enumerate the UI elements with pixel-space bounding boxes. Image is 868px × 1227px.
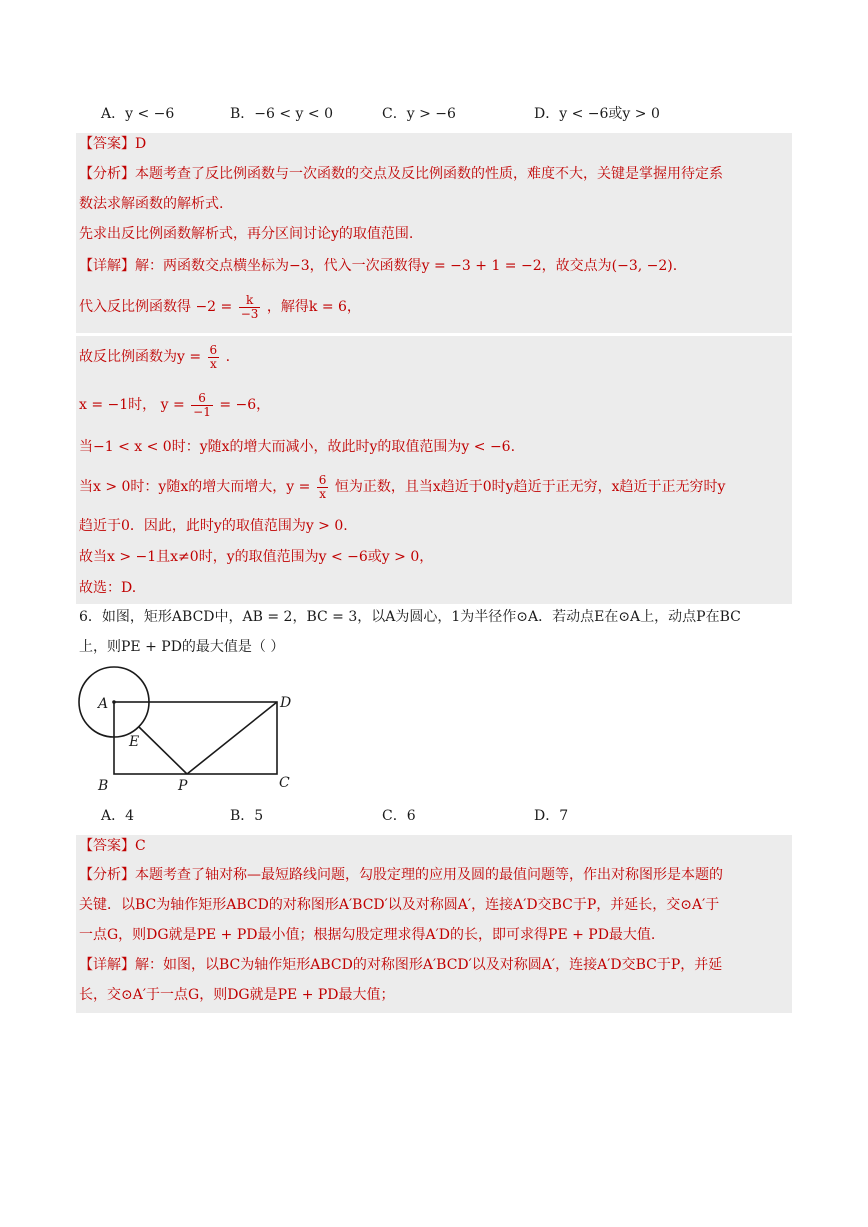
- q5-detail-3-prefix: 故反比例函数为y =: [79, 349, 202, 365]
- q6-answer: 【答案】C: [79, 838, 146, 854]
- label-b: B: [98, 778, 109, 794]
- q6-option-d: D．7: [534, 808, 569, 824]
- rectangle-circle-figure: [74, 664, 304, 796]
- q5-detail-2-suffix: ，解得k = 6，: [266, 299, 361, 315]
- fraction-denominator: −1: [193, 404, 211, 419]
- q5-answer: 【答案】D: [79, 136, 147, 152]
- q6-analysis-line-1: 【分析】本题考查了轴对称—最短路线问题，勾股定理的应用及圆的最值问题等，作出对称图形是本题的: [79, 867, 723, 883]
- segment-pe: [139, 727, 187, 774]
- q5-detail-4-prefix: x = −1时， y =: [79, 397, 185, 413]
- q6-analysis-line-2: 关键．以BC为轴作矩形ABCD的对称图形A′BCD′以及对称圆A′，连接A′D交BC于P，并延长，交⊙A′于: [79, 897, 720, 913]
- q5-analysis-line-3: 先求出反比例函数解析式，再分区间讨论y的取值范围.: [79, 226, 414, 242]
- q5-option-d: D．y < −6或y > 0: [534, 106, 660, 122]
- q5-detail-2-prefix: 代入反比例函数得 −2 =: [79, 299, 233, 315]
- q5-detail-line-8: 故当x > −1且x≠0时，y的取值范围为y < −6或y > 0，: [79, 549, 434, 565]
- fraction-denominator: x: [209, 356, 217, 371]
- label-a: A: [98, 696, 109, 712]
- label-c: C: [279, 775, 290, 791]
- q6-option-c: C．6: [382, 808, 416, 824]
- label-p: P: [178, 778, 188, 794]
- q5-detail-line-3: [79, 340, 230, 374]
- label-e: E: [129, 734, 140, 750]
- segment-pd: [187, 702, 277, 774]
- fraction-denominator: x: [319, 486, 326, 501]
- q5-detail-6-suffix: 恒为正数，且当x趋近于0时y趋近于正无穷，x趋近于正无穷时y: [334, 479, 726, 495]
- fraction-denominator: −3: [240, 306, 259, 321]
- q5-detail-line-1: 【详解】解：两函数交点横坐标为−3，代入一次函数得y = −3 + 1 = −2，故交点为(−3, −2).: [79, 258, 678, 274]
- center-point-a: [112, 700, 116, 704]
- fraction-numerator: k: [239, 294, 261, 308]
- q6-stem-line-1: 6．如图，矩形ABCD中，AB = 2，BC = 3，以A为圆心，1为半径作⊙A．若动点E在⊙A上，动点P在BC: [79, 609, 741, 625]
- q5-detail-6-fraction: [317, 474, 329, 501]
- q5-detail-3-suffix: .: [225, 349, 231, 365]
- q5-detail-4-suffix: = −6，: [219, 397, 271, 413]
- q5-detail-line-6: [79, 470, 725, 504]
- q5-detail-6-prefix: 当x > 0时：y随x的增大而增大，y =: [79, 479, 311, 495]
- fraction-numerator: 6: [191, 392, 213, 406]
- q5-option-a: A．y < −6: [101, 106, 175, 122]
- q5-detail-4-fraction: [191, 392, 213, 419]
- q5-detail-line-2: [79, 290, 361, 324]
- label-d: D: [280, 695, 292, 711]
- q6-analysis-line-3: 一点G，则DG就是PE + PD最小值；根据勾股定理求得A′D的长，即可求得PE + PD最大值.: [79, 927, 656, 943]
- q6-stem-line-2: 上，则PE + PD的最大值是（ ）: [79, 639, 285, 655]
- q5-analysis-line-1: 【分析】本题考查了反比例函数与一次函数的交点及反比例函数的性质，难度不大，关键是掌握用待定系: [79, 166, 723, 182]
- q6-option-b: B．5: [230, 808, 264, 824]
- q5-detail-line-5: 当−1 < x < 0时：y随x的增大而减小，故此时y的取值范围为y < −6.: [79, 439, 516, 455]
- q5-analysis-line-2: 数法求解函数的解析式.: [79, 196, 224, 212]
- q5-detail-3-fraction: [208, 344, 220, 371]
- fraction-numerator: 6: [209, 342, 218, 357]
- q5-option-c: C．y > −6: [382, 106, 456, 122]
- q5-detail-2-fraction: [239, 294, 261, 321]
- q5-detail-line-9: 故选：D.: [79, 580, 137, 596]
- fraction-numerator: 6: [318, 472, 327, 487]
- q6-detail-line-2: 长，交⊙A′于一点G，则DG就是PE + PD最大值；: [79, 987, 395, 1003]
- q5-detail-line-7: 趋近于0．因此，此时y的取值范围为y > 0.: [79, 518, 348, 534]
- q6-option-a: A．4: [101, 808, 135, 824]
- q5-option-b: B．−6 < y < 0: [230, 106, 334, 122]
- q5-detail-line-4: [79, 388, 270, 422]
- q6-detail-line-1: 【详解】解：如图，以BC为轴作矩形ABCD的对称图形A′BCD′以及对称圆A′，连接A′D交BC于P，并延: [79, 957, 723, 973]
